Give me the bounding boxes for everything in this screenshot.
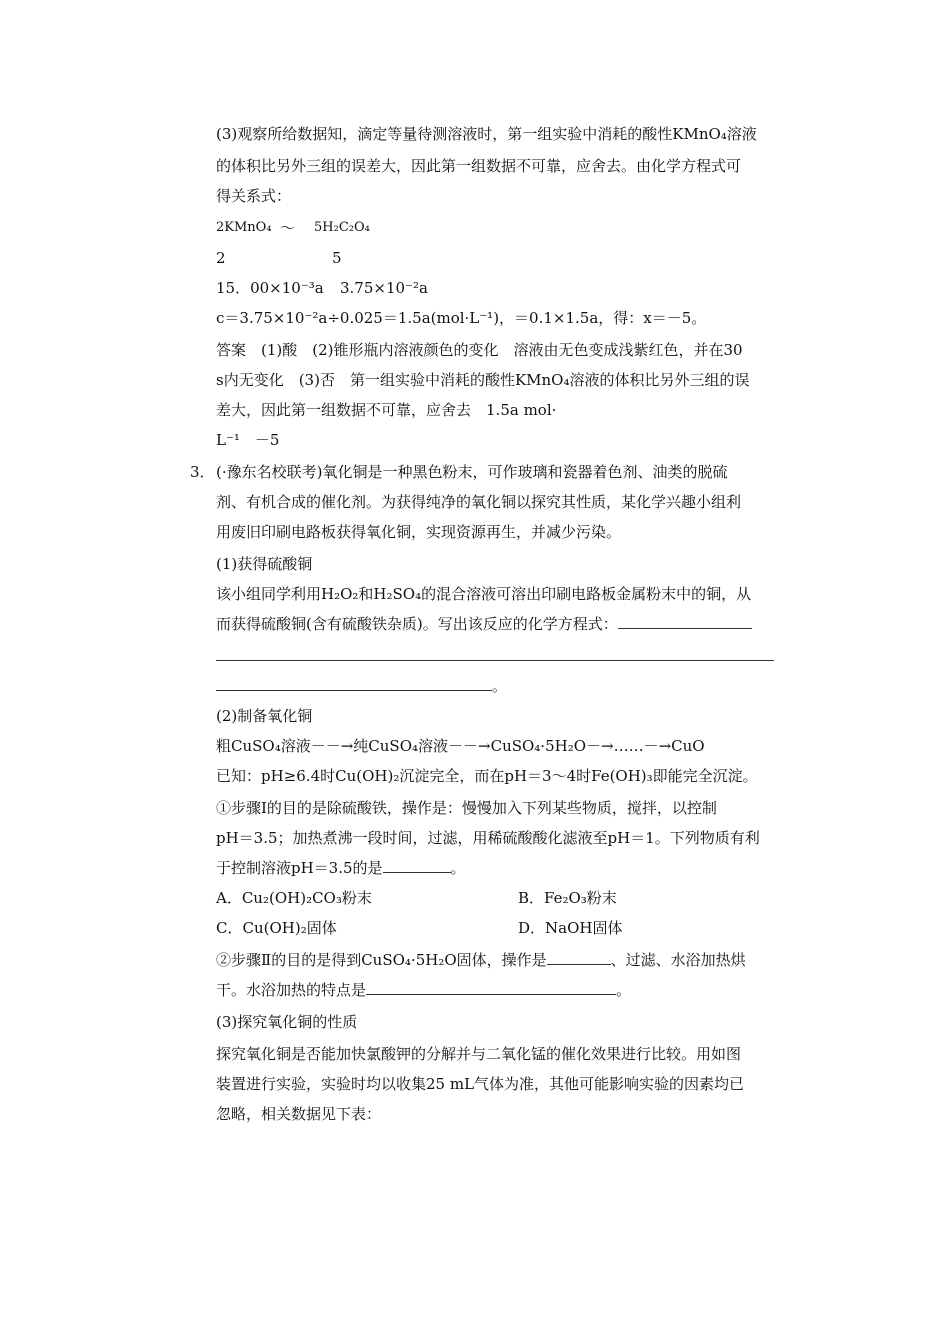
ratio-right: 5 xyxy=(332,249,342,267)
equation-end-mark: 。 xyxy=(492,677,508,695)
question3-line2: 剂、有机合成的催化剂。为获得纯净的氧化铜以探究其性质，某化学兴趣小组利 xyxy=(216,493,742,511)
step2-end-mark: 。 xyxy=(616,981,632,999)
answer-line1: 答案 (1)酸 (2)锥形瓶内溶液颜色的变化 溶液由无色变成浅紫红色，并在30 xyxy=(216,341,743,359)
answer-part3-line2: 的体积比另外三组的误差大，因此第一组数据不可靠，应舍去。由化学方程式可 xyxy=(216,157,742,175)
answer-line4: L⁻¹ －5 xyxy=(216,431,280,449)
section1-title: (1)获得硫酸铜 xyxy=(216,555,313,573)
step1-line3-text: 于控制溶液pH＝3.5的是 xyxy=(216,859,383,877)
section1-line1: 该小组同学利用H₂O₂和H₂SO₄的混合溶液可溶出印刷电路板金属粉末中的铜，从 xyxy=(216,585,752,603)
section2-title: (2)制备氧化铜 xyxy=(216,707,313,725)
section3-line1: 探究氧化铜是否能加快氯酸钾的分解并与二氧化锰的催化效果进行比较。用如图 xyxy=(216,1045,742,1063)
step2-line1-text-b: 、过滤、水浴加热烘 xyxy=(610,951,746,969)
relation-right: 5H₂C₂O₄ xyxy=(314,220,370,235)
option-a: A．Cu₂(OH)₂CO₃粉末 xyxy=(216,889,372,907)
step1-line3 xyxy=(216,858,466,878)
equation-blank-2[interactable] xyxy=(216,660,774,661)
step2-line1-text-a: ②步骤Ⅱ的目的是得到CuSO₄·5H₂O固体，操作是 xyxy=(216,951,547,969)
relation-tilde: ～ xyxy=(280,219,296,237)
answer-line3: 差大，因此第一组数据不可靠，应舍去 1.5a mol· xyxy=(216,401,557,419)
section3-line3: 忽略，相关数据见下表： xyxy=(216,1105,382,1123)
known-condition: 已知：pH≥6.4时Cu(OH)₂沉淀完全，而在pH＝3～4时Fe(OH)₃即能完全沉淀。 xyxy=(216,767,758,785)
answer-part3-line1: (3)观察所给数据知，滴定等量待测溶液时，第一组实验中消耗的酸性KMnO₄溶液 xyxy=(216,125,757,143)
equation-blank-3[interactable] xyxy=(216,676,492,691)
question3-line1: (·豫东名校联考)氧化铜是一种黑色粉末，可作玻璃和瓷器着色剂、油类的脱硫 xyxy=(216,463,728,481)
step1-line2: pH＝3.5；加热煮沸一段时间，过滤，用稀硫酸酸化滤液至pH＝1。下列物质有利 xyxy=(216,829,760,847)
option-d: D．NaOH固体 xyxy=(518,919,623,937)
question3-line3: 用废旧印刷电路板获得氧化铜，实现资源再生，并减少污染。 xyxy=(216,523,622,541)
step2-line1 xyxy=(216,950,746,970)
concentration-calc: c＝3.75×10⁻²a÷0.025＝1.5a(mol·L⁻¹)，＝0.1×1.5a，得：x＝－5。 xyxy=(216,309,707,327)
step1-line1: ①步骤Ⅰ的目的是除硫酸铁，操作是：慢慢加入下列某些物质，搅拌，以控制 xyxy=(216,799,717,817)
ratio-left: 2 xyxy=(216,249,226,267)
step2-operation-blank[interactable] xyxy=(547,950,611,965)
step1-answer-blank[interactable] xyxy=(383,858,451,873)
option-b: B．Fe₂O₃粉末 xyxy=(518,889,617,907)
question-number: 3． xyxy=(190,463,215,481)
process-flow: 粗CuSO₄溶液－－→纯CuSO₄溶液－－→CuSO₄·5H₂O－→……－→CuO xyxy=(216,737,705,755)
section1-line2 xyxy=(216,614,752,634)
amount-left: 15．00×10⁻³a xyxy=(216,279,324,297)
relation-left: 2KMnO₄ xyxy=(216,220,272,235)
equation-blank-line3 xyxy=(216,676,507,696)
section3-line2: 装置进行实验，实验时均以收集25 mL气体为准，其他可能影响实验的因素均已 xyxy=(216,1075,745,1093)
answer-line2: s内无变化 (3)否 第一组实验中消耗的酸性KMnO₄溶液的体积比另外三组的误 xyxy=(216,371,750,389)
section3-title: (3)探究氧化铜的性质 xyxy=(216,1013,358,1031)
section1-line2-text: 而获得硫酸铜(含有硫酸铁杂质)。写出该反应的化学方程式： xyxy=(216,615,618,633)
step2-line2 xyxy=(216,980,631,1000)
answer-part3-line3: 得关系式： xyxy=(216,187,292,205)
option-c: C．Cu(OH)₂固体 xyxy=(216,919,337,937)
step2-line2-text-a: 干。水浴加热的特点是 xyxy=(216,981,367,999)
amount-right: 3.75×10⁻²a xyxy=(340,279,428,297)
step1-end-mark: 。 xyxy=(450,859,466,877)
water-bath-feature-blank[interactable] xyxy=(366,980,616,995)
equation-blank-1[interactable] xyxy=(618,614,752,629)
